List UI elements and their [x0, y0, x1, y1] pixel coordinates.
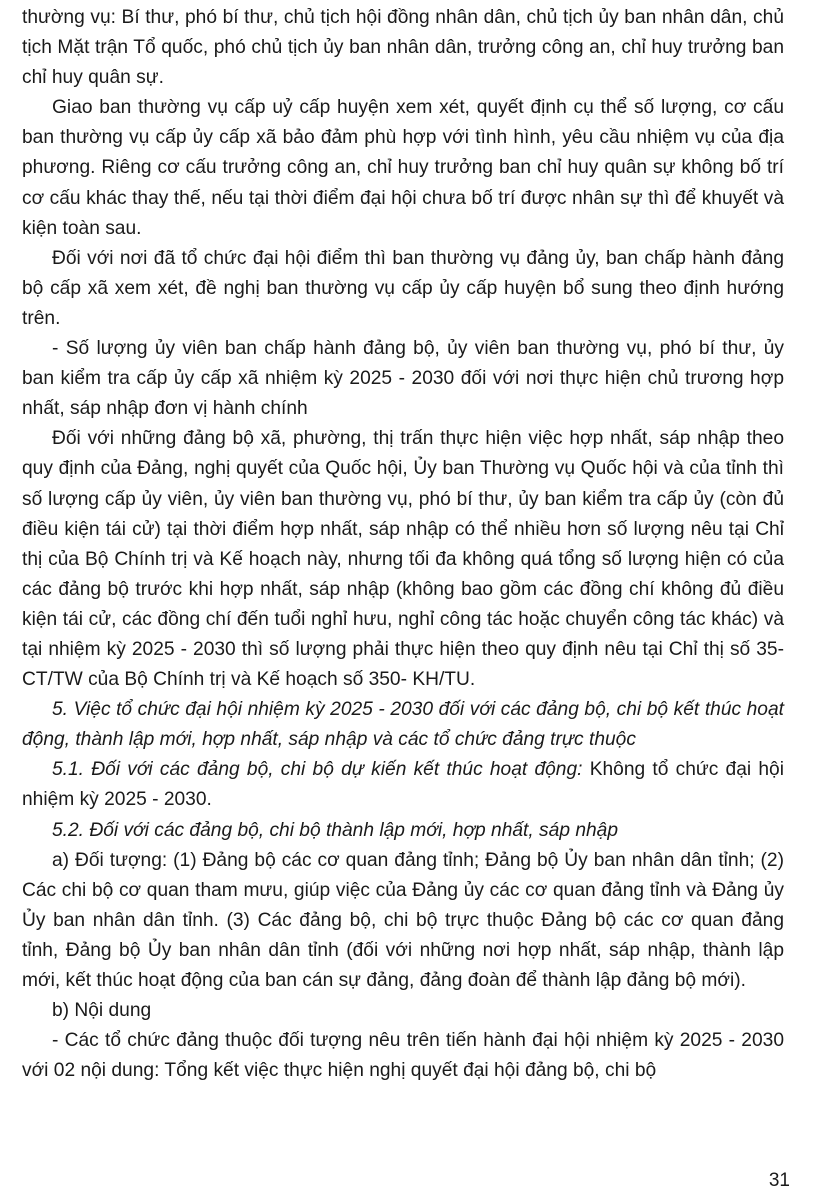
section-5-1-body: Không tổ chức đại hội nhiệm kỳ 2025 - 2030.: [22, 759, 784, 811]
paragraph-district-standing-committee: Giao ban thường vụ cấp uỷ cấp huyện xem xét, quyết định cụ thể số lượng, cơ cấu ban thường vụ cấp ủy cấp xã bảo đảm phù hợp với tình hình, yêu cầu nhiệm vụ của địa phương. Riêng cơ cấu trưởng công an, chỉ huy trưởng ban chỉ huy quân sự không bố trí cơ cấu khác thay thế, nếu tại thời điểm đại hội chưa bố trí được nhân sự thì để khuyết và kiện toàn sau.: [22, 97, 784, 239]
paragraph-merged-party-committees: Đối với những đảng bộ xã, phường, thị trấn thực hiện việc hợp nhất, sáp nhập theo quy định của Đảng, nghị quyết của Quốc hội, Ủy ban Thường vụ Quốc hội và của tỉnh thì số lượng cấp ủy viên, ủy viên ban thường vụ, phó bí thư, ủy ban kiểm tra cấp ủy (còn đủ điều kiện tái cử) tại thời điểm hợp nhất, sáp nhập có thể nhiều hơn số lượng nêu tại Chỉ thị của Bộ Chính trị và Kế hoạch này, nhưng tối đa không quá tổng số lượng hiện có của các đảng bộ trước khi hợp nhất, sáp nhập (không bao gồm các đồng chí không đủ điều kiện tái cử, các đồng chí đến tuổi nghỉ hưu, nghỉ công tác hoặc chuyển công tác khác) và tại nhiệm kỳ 2025 - 2030 thì số lượng phải thực hiện theo quy định nêu tại Chỉ thị số 35-CT/TW của Bộ Chính trị và Kế hoạch số 350- KH/TU.: [22, 428, 784, 691]
paragraph-content-heading: b) Nội dung: [52, 1000, 152, 1022]
paragraph-pilot-congress: Đối với nơi đã tổ chức đại hội điểm thì ban thường vụ đảng ủy, ban chấp hành đảng bộ cấp xã xem xét, đề nghị ban thường vụ cấp ủy cấp huyện bổ sung theo định hướng trên.: [22, 247, 784, 329]
paragraph-number-of-members-heading: - Số lượng ủy viên ban chấp hành đảng bộ, ủy viên ban thường vụ, phó bí thư, ủy ban kiểm tra cấp ủy cấp xã nhiệm kỳ 2025 - 2030 đối với nơi thực hiện chủ trương hợp nhất, sáp nhập đơn vị hành chính: [22, 338, 784, 420]
paragraph-content-body: - Các tổ chức đảng thuộc đối tượng nêu trên tiến hành đại hội nhiệm kỳ 2025 - 2030 với 02 nội dung: Tổng kết việc thực hiện nghị quyết đại hội đảng bộ, chi bộ: [22, 1030, 784, 1082]
section-5-2-heading: 5.2. Đối với các đảng bộ, chi bộ thành lập mới, hợp nhất, sáp nhập: [52, 819, 619, 841]
section-5-1: [22, 755, 784, 815]
section-5-1-heading: 5.1. Đối với các đảng bộ, chi bộ dự kiến kết thúc hoạt động:: [52, 759, 583, 781]
paragraph-standing-committee-continued: thường vụ: Bí thư, phó bí thư, chủ tịch hội đồng nhân dân, chủ tịch ủy ban nhân dân, chủ tịch Mặt trận Tổ quốc, phó chủ tịch ủy ban nhân dân, trưởng công an, chỉ huy trưởng ban chỉ huy quân sự.: [22, 7, 784, 89]
paragraph-subjects: a) Đối tượng: (1) Đảng bộ các cơ quan đảng tỉnh; Đảng bộ Ủy ban nhân dân tỉnh; (2) Các chi bộ cơ quan tham mưu, giúp việc của Đảng ủy các cơ quan đảng tỉnh và Đảng ủy Ủy ban nhân dân tỉnh. (3) Các đảng bộ, chi bộ trực thuộc Đảng bộ các cơ quan đảng tỉnh, Đảng bộ Ủy ban nhân dân tỉnh (đối với những nơi hợp nhất, sáp nhập, thành lập mới, kết thúc hoạt động của ban cán sự đảng, đảng đoàn để thành lập đảng bộ mới).: [22, 849, 784, 991]
section-5-heading: 5. Việc tổ chức đại hội nhiệm kỳ 2025 - 2030 đối với các đảng bộ, chi bộ kết thúc hoạt động, thành lập mới, hợp nhất, sáp nhập và các tổ chức đảng trực thuộc: [22, 699, 784, 751]
page-number: 31: [768, 1170, 790, 1191]
